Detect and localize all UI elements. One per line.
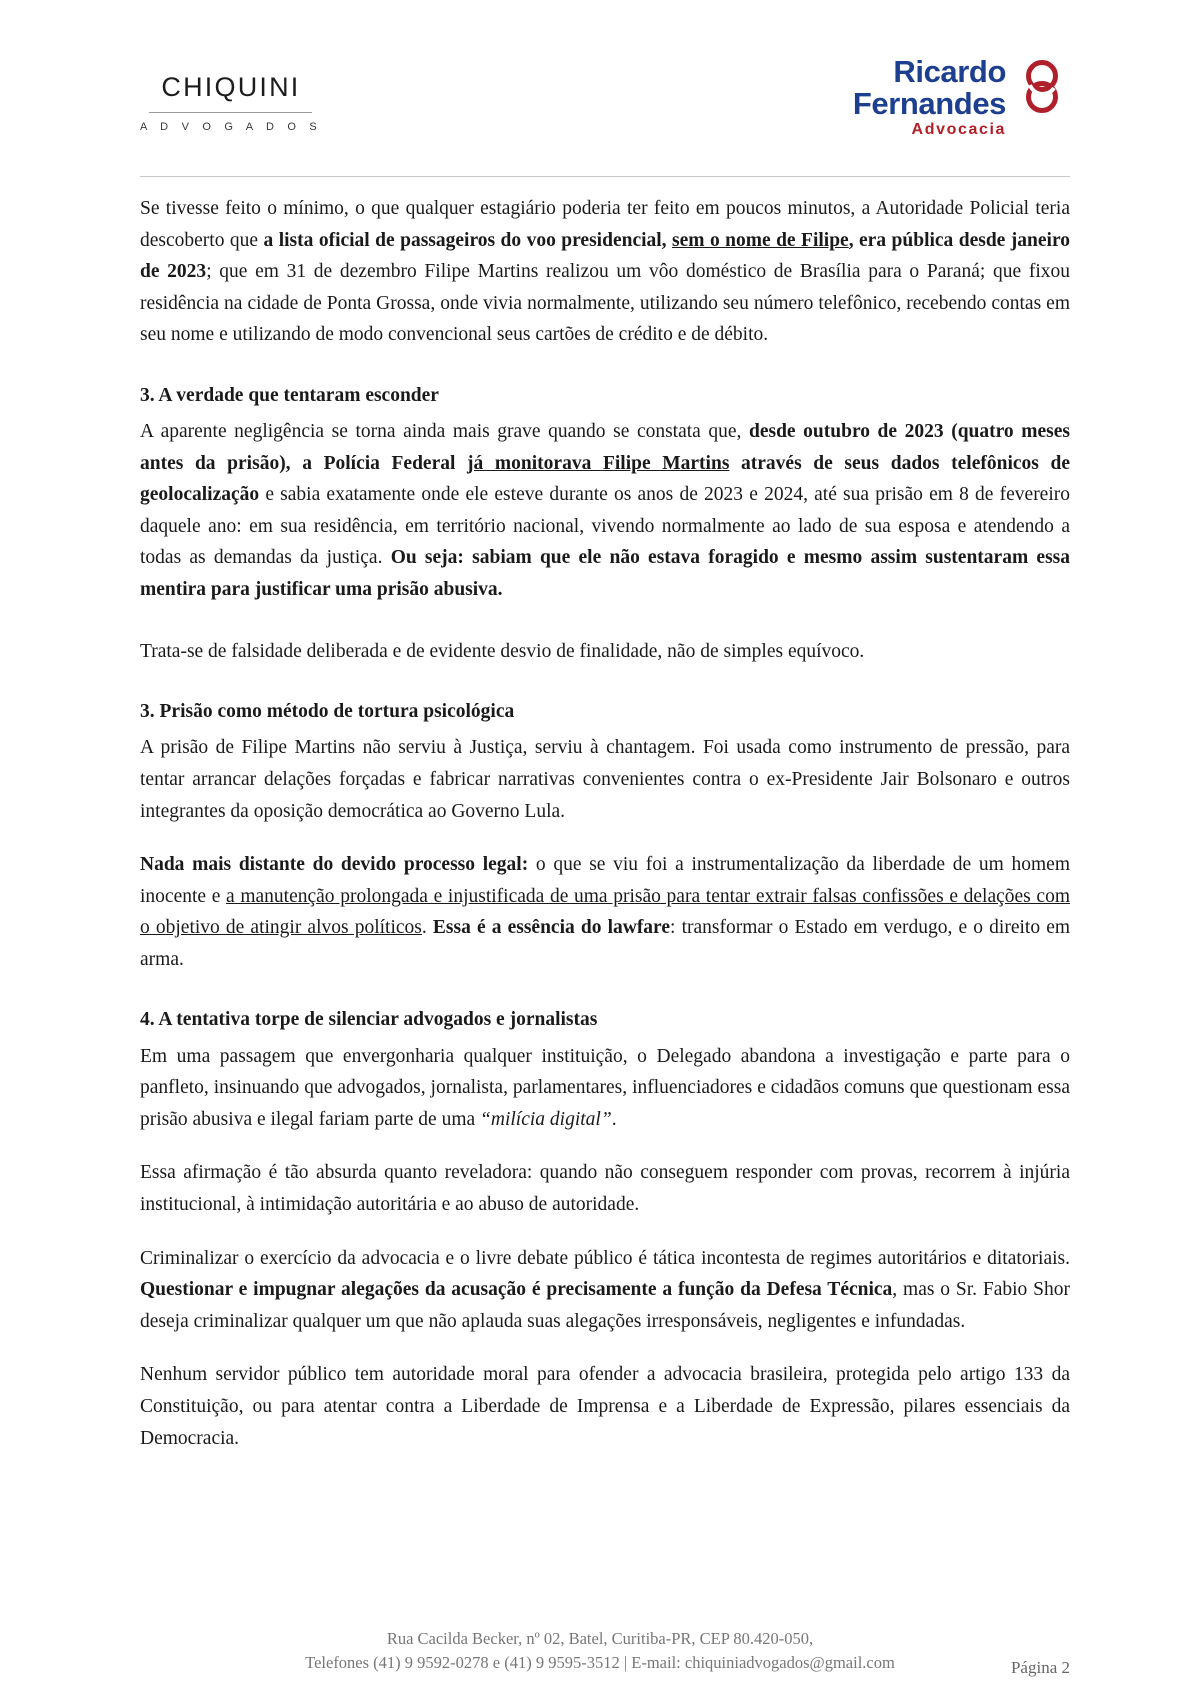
paragraph-5-bold2: Essa é a essência do lawfare [432,917,671,939]
heading-verdade-esconder: 3. A verdade que tentaram esconder [140,384,439,406]
paragraph-7: Essa afirmação é tão absurda quanto reveladora: quando não conseguem responder com provas, recorrem à injúria institucional, à intimidação autoritária e ao abuso de autoridade. [140,1162,1070,1216]
paragraph-6-italic: “milícia digital” [480,1108,612,1130]
logo-line-advocacia: Advocacia [911,121,1006,139]
paragraph-2 [140,416,1070,605]
paragraph-1-bold2: , era pública desde janeiro de 2023 [140,229,1071,283]
paragraph-8-seg2: , mas o Sr. Fabio Shor deseja criminalizar qualquer um que não aplauda suas alegações irresponsáveis, negligentes e infundadas. [140,1279,1070,1332]
spacer [140,614,1070,636]
document-body [0,177,1200,1454]
spacer [140,983,1070,1005]
paragraph-3: Trata-se de falsidade deliberada e de evidente desvio de finalidade, não de simples equívoco. [140,640,865,662]
paragraph-5-bold1: Nada mais distante do devido processo legal: [140,854,529,876]
interlocking-rings-icon [1014,58,1070,121]
paragraph-8 [140,1243,1070,1338]
paragraph-6-seg1: Em uma passagem que envergonharia qualquer instituição, o Delegado abandona a investigação e parte para o panfleto, insinuando que advogados, jornalista, parlamentares, influenciadores e cidadãos comuns que questionam essa prisão abusiva e ilegal fariam parte de uma [140,1045,1070,1130]
paragraph-1-seg1: Se tivesse feito o mínimo, o que qualquer estagiário poderia ter feito em poucos minutos, a Autoridade Policial teria descoberto que [140,198,1070,251]
paragraph-6-seg2: . [611,1108,617,1130]
paragraph-5-seg1: o que se viu foi a instrumentalização da liberdade de um homem inocente e [140,854,1070,907]
paragraph-8-bold1: Questionar e impugnar alegações da acusação é precisamente a função da Defesa Técnica [140,1279,893,1301]
paragraph-6 [140,1041,1070,1136]
paragraph-2-seg2: e sabia exatamente onde ele esteve durante os anos de 2023 e 2024, até sua prisão em 8 de fevereiro daquele ano: em sua residência, em território nacional, vivendo normalmente ao lado de sua esposa e atendendo a todas as demandas da justiça. [140,484,1070,569]
footer-contact: Telefones (41) 9 9592-0278 e (41) 9 9595-3512 | E-mail: chiquiniadvogados@gmail.com [305,1653,895,1673]
footer-address: Rua Cacilda Becker, nº 02, Batel, Curitiba-PR, CEP 80.420-050, [386,1628,814,1648]
paragraph-4: A prisão de Filipe Martins não serviu à Justiça, serviu à chantagem. Foi usada como instrumento de pressão, para tentar arrancar delações forçadas e fabricar narrativas convenientes contra o ex-Presidente Jair Bolsonaro e outros integrantes da oposição democrática ao Governo Lula. [140,737,1070,822]
paragraph-2-bold1: desde outubro de 2023 (quatro meses antes da prisão), a Polícia Federal [140,421,1070,474]
spacer [140,675,1070,697]
logo-chiquini-brand: CHIQUINI [161,72,301,102]
paragraph-8-seg1: Criminalizar o exercício da advocacia e o livre debate público é tática incontesta de regimes autoritários e ditatoriais. [140,1247,1070,1269]
paragraph-5-underline: a manutenção prolongada e injustificada de uma prisão para tentar extrair falsas confissões e delações com o objetivo de atingir alvos políticos [140,885,1070,939]
heading-silenciar-advogados: 4. A tentativa torpe de silenciar advogados e jornalistas [140,1009,598,1031]
document-header [0,48,1200,158]
logo-ricardo-fernandes [853,56,1070,139]
paragraph-9: Nenhum servidor público tem autoridade moral para ofender a advocacia brasileira, protegida pelo artigo 133 da Constituição, ou para atentar contra a Liberdade de Imprensa e a Liberdade de Expressão, pilares essenciais da Democracia. [140,1364,1070,1449]
spacer [140,1229,1070,1243]
paragraph-5 [140,849,1070,975]
logo-ricardo-fernandes-text [853,56,1006,139]
paragraph-1-bold-underline: sem o nome de Filipe [672,229,849,251]
spacer [140,835,1070,849]
paragraph-1 [140,193,1070,351]
paragraph-2-bold3: Ou seja: sabiam que ele não estava foragido e mesmo assim sustentaram essa mentira para justificar uma prisão abusiva. [140,547,1070,601]
logo-chiquini-subtitle: A D V O G A D O S [140,121,322,133]
logo-line-fernandes: Fernandes [852,85,1006,121]
page-number: Página 2 [1010,1658,1070,1677]
paragraph-2-bold2: através de seus dados telefônicos de geolocalização [140,452,1071,506]
logo-chiquini-divider [149,112,312,113]
paragraph-5-seg3: : transformar o Estado em verdugo, e o direito em arma. [140,917,1071,970]
paragraph-1-seg2: ; que em 31 de dezembro Filipe Martins realizou um vôo doméstico de Brasília para o Paraná; que fixou residência na cidade de Ponta Grossa, onde vivia normalmente, utilizando seu número telefônico, recebendo contas em seu nome e utilizando de modo convencional seus cartões de crédito e de débito. [140,261,1071,346]
paragraph-1-bold1: a lista oficial de passageiros do voo presidencial, [263,229,673,251]
logo-chiquini [140,72,322,133]
paragraph-5-seg2: . [421,917,433,939]
spacer [140,359,1070,381]
heading-prisao-tortura: 3. Prisão como método de tortura psicológica [140,701,515,723]
paragraph-2-bold-underline: já monitorava Filipe Martins [467,452,730,474]
spacer [140,1143,1070,1157]
logo-line-ricardo: Ricardo [893,54,1006,89]
paragraph-2-seg1: A aparente negligência se torna ainda mais grave quando se constata que, [140,421,749,443]
spacer [140,1345,1070,1359]
